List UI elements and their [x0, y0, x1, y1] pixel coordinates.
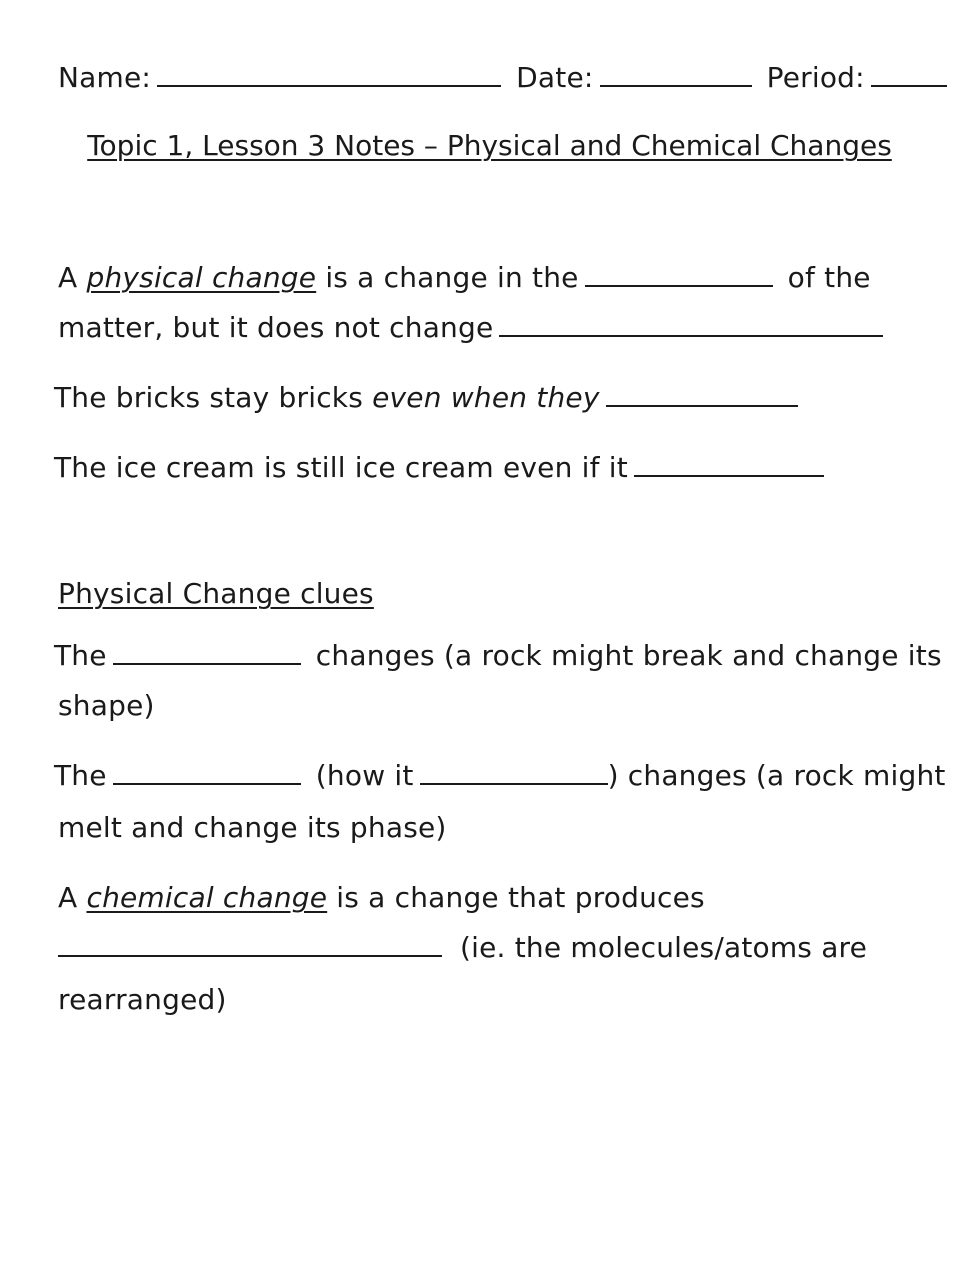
text: is a change that produces — [336, 881, 705, 914]
text: The bricks stay bricks — [54, 381, 363, 414]
text: The — [54, 759, 107, 792]
clue-2-line-1 — [54, 756, 946, 796]
text: matter, but it does not change — [58, 311, 494, 344]
blank-what-it-is[interactable] — [499, 313, 883, 337]
bricks-line — [54, 378, 804, 418]
period-label: Period: — [766, 61, 865, 94]
blank-clue-1[interactable] — [113, 641, 301, 665]
blank-bricks[interactable] — [606, 383, 798, 407]
icecream-line — [54, 448, 830, 488]
header-row — [58, 58, 953, 98]
blank-properties[interactable] — [585, 263, 773, 287]
chemical-def-line-2 — [52, 928, 867, 968]
clue-2-line-2: melt and change its phase) — [58, 811, 447, 844]
text: ) changes (a rock might — [607, 759, 946, 792]
chemical-change-term: chemical change — [86, 881, 328, 914]
clue-1-line-1 — [54, 636, 942, 676]
page-title: Topic 1, Lesson 3 Notes – Physical and Chemical Changes — [87, 129, 892, 162]
text: The — [54, 639, 107, 672]
clues-heading: Physical Change clues — [58, 577, 374, 610]
physical-change-term: physical change — [86, 261, 317, 294]
clue-1-line-2: shape) — [58, 689, 155, 722]
text: (how it — [315, 759, 414, 792]
blank-clue-2a[interactable] — [113, 761, 301, 785]
text: (ie. the molecules/atoms are — [460, 931, 868, 964]
blank-clue-2b[interactable] — [420, 761, 608, 785]
text: The ice cream is still ice cream even if it — [54, 451, 628, 484]
text: A — [58, 261, 78, 294]
date-blank[interactable] — [600, 63, 752, 87]
physical-def-line-1 — [58, 258, 871, 298]
text: of the — [787, 261, 871, 294]
physical-def-line-2 — [58, 308, 889, 348]
chemical-def-line-1 — [58, 878, 705, 918]
name-label: Name: — [58, 61, 152, 94]
blank-new-substance[interactable] — [58, 933, 442, 957]
text: changes (a rock might break and change its — [315, 639, 942, 672]
blank-icecream[interactable] — [634, 453, 824, 477]
text: A — [58, 881, 78, 914]
period-blank[interactable] — [871, 63, 947, 87]
date-label: Date: — [516, 61, 594, 94]
chemical-def-line-3: rearranged) — [58, 983, 227, 1016]
text: is a change in the — [325, 261, 579, 294]
text-italic: even when they — [372, 381, 600, 414]
name-blank[interactable] — [157, 63, 501, 87]
